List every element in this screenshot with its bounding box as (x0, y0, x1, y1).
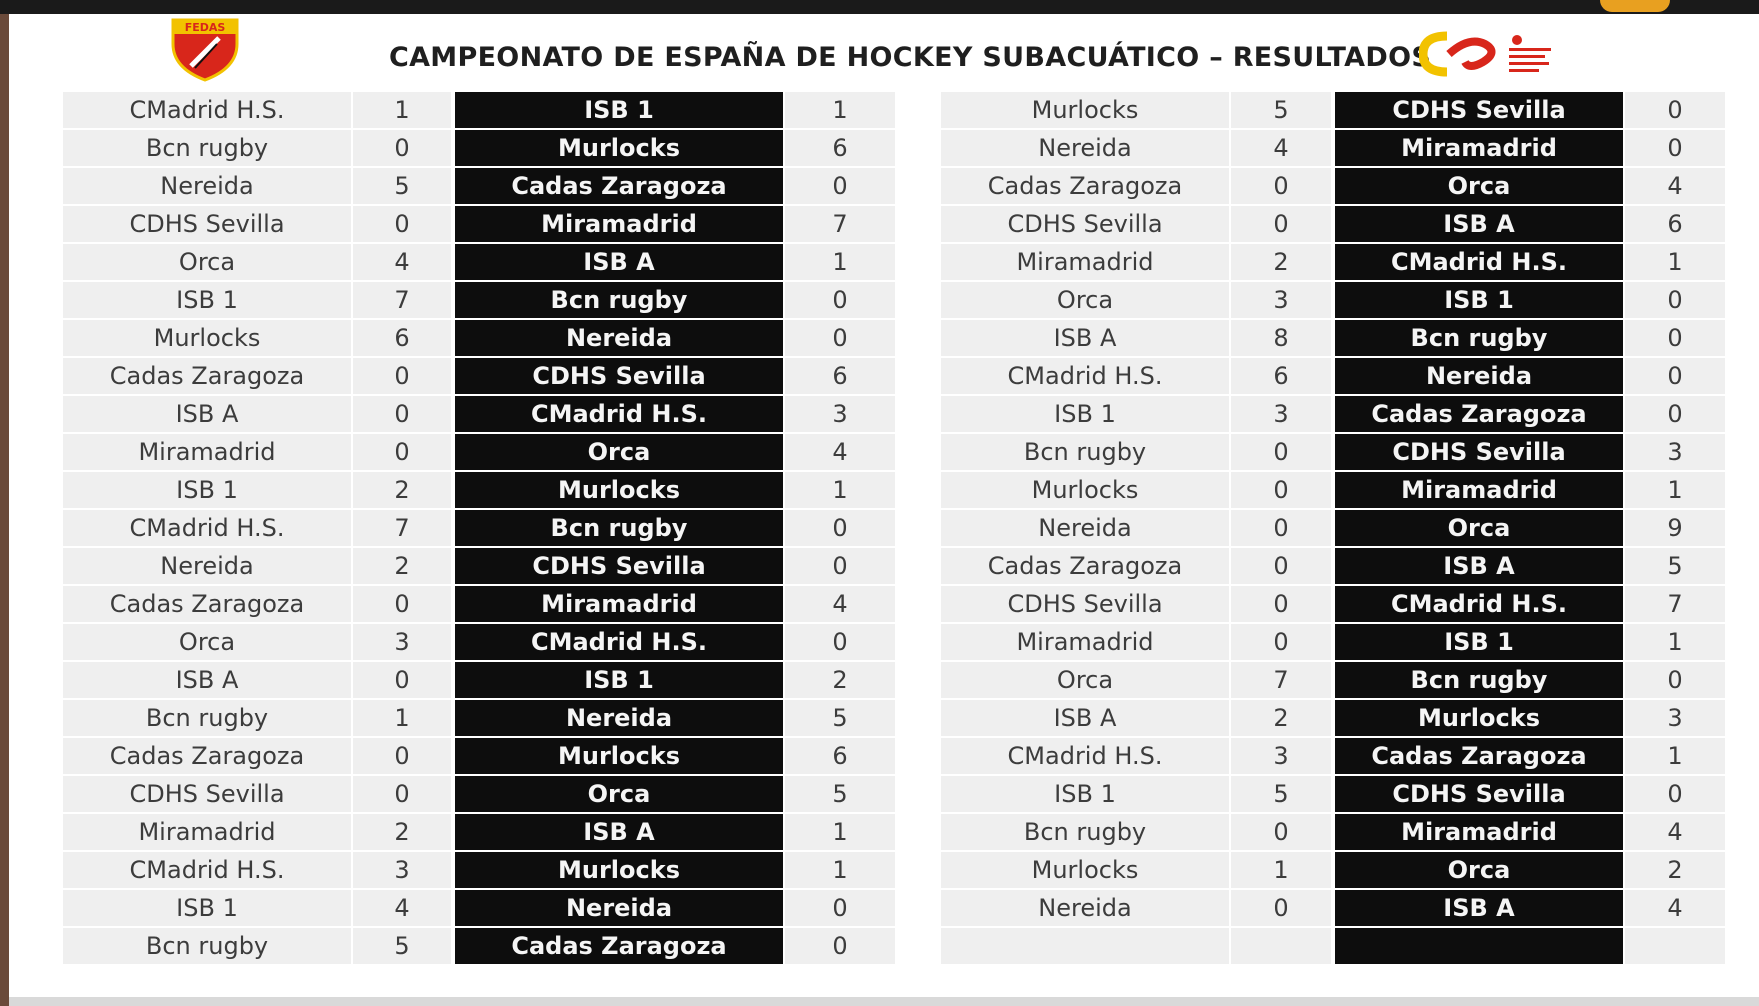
match-row (63, 168, 895, 206)
results-slide (9, 14, 1759, 997)
match-row (63, 776, 895, 814)
home-team: Cadas Zaragoza (63, 358, 351, 394)
home-score: 0 (1231, 168, 1331, 204)
away-team: Cadas Zaragoza (455, 168, 783, 204)
away-team: Bcn rugby (455, 282, 783, 318)
match-row (63, 662, 895, 700)
away-score: 5 (785, 776, 895, 812)
away-score: 0 (785, 890, 895, 926)
home-score: 7 (353, 282, 451, 318)
away-score: 0 (785, 168, 895, 204)
home-score: 0 (1231, 434, 1331, 470)
away-score: 6 (785, 358, 895, 394)
away-score: 3 (1625, 700, 1725, 736)
home-score: 2 (1231, 244, 1331, 280)
away-team: Orca (1335, 510, 1623, 546)
home-team: Bcn rugby (941, 814, 1229, 850)
away-score: 1 (1625, 624, 1725, 660)
away-team: Orca (1335, 852, 1623, 888)
away-team: ISB A (1335, 548, 1623, 584)
home-team: Nereida (941, 510, 1229, 546)
home-team: Murlocks (941, 472, 1229, 508)
home-team: CMadrid H.S. (941, 358, 1229, 394)
home-team: Orca (941, 662, 1229, 698)
home-score: 0 (1231, 890, 1331, 926)
match-row (941, 206, 1725, 244)
home-team: Nereida (63, 548, 351, 584)
away-team: CMadrid H.S. (1335, 586, 1623, 622)
home-score: 1 (1231, 852, 1331, 888)
home-score: 3 (353, 852, 451, 888)
away-team: Murlocks (455, 472, 783, 508)
away-team: ISB A (1335, 206, 1623, 242)
match-row (941, 510, 1725, 548)
away-team: Bcn rugby (1335, 320, 1623, 356)
home-team: CDHS Sevilla (941, 586, 1229, 622)
away-team: Murlocks (455, 738, 783, 774)
away-team: Miramadrid (1335, 130, 1623, 166)
home-score: 4 (353, 890, 451, 926)
away-score: 5 (1625, 548, 1725, 584)
home-team: Orca (941, 282, 1229, 318)
home-score: 7 (1231, 662, 1331, 698)
home-score (1231, 928, 1331, 964)
match-row (941, 472, 1725, 510)
home-score: 0 (353, 776, 451, 812)
away-team: CDHS Sevilla (1335, 776, 1623, 812)
home-team: ISB A (63, 396, 351, 432)
match-row (63, 358, 895, 396)
away-team: CDHS Sevilla (1335, 92, 1623, 128)
home-score: 4 (353, 244, 451, 280)
home-team: CDHS Sevilla (941, 206, 1229, 242)
away-team: Murlocks (1335, 700, 1623, 736)
home-team: Murlocks (941, 852, 1229, 888)
away-score: 0 (785, 320, 895, 356)
match-row (63, 510, 895, 548)
away-team: Nereida (1335, 358, 1623, 394)
match-row (941, 434, 1725, 472)
away-team: Cadas Zaragoza (1335, 738, 1623, 774)
match-row (63, 282, 895, 320)
away-score: 0 (785, 282, 895, 318)
away-score: 1 (785, 92, 895, 128)
home-score: 3 (1231, 282, 1331, 318)
results-table-right (941, 92, 1725, 966)
home-score: 7 (353, 510, 451, 546)
away-score: 5 (785, 700, 895, 736)
away-score: 1 (785, 244, 895, 280)
away-score: 4 (1625, 814, 1725, 850)
away-score: 0 (1625, 662, 1725, 698)
home-score: 2 (353, 548, 451, 584)
away-score: 1 (785, 814, 895, 850)
match-row (941, 282, 1725, 320)
away-team: Nereida (455, 700, 783, 736)
away-score: 9 (1625, 510, 1725, 546)
home-score: 4 (1231, 130, 1331, 166)
home-team: Cadas Zaragoza (941, 168, 1229, 204)
away-score: 0 (1625, 396, 1725, 432)
match-row (941, 548, 1725, 586)
match-row (941, 776, 1725, 814)
away-team: ISB A (455, 814, 783, 850)
match-row (63, 206, 895, 244)
away-score: 6 (1625, 206, 1725, 242)
bottom-strip (9, 997, 1759, 1006)
home-team: Nereida (941, 890, 1229, 926)
match-row (63, 852, 895, 890)
away-team: Bcn rugby (455, 510, 783, 546)
away-score: 6 (785, 738, 895, 774)
home-score: 0 (1231, 814, 1331, 850)
match-row (941, 814, 1725, 852)
away-score: 0 (1625, 776, 1725, 812)
away-team: Miramadrid (1335, 814, 1623, 850)
home-score: 0 (1231, 472, 1331, 508)
match-row (941, 586, 1725, 624)
home-score: 5 (353, 168, 451, 204)
away-score: 0 (1625, 130, 1725, 166)
home-team: ISB 1 (941, 396, 1229, 432)
home-team: CMadrid H.S. (63, 852, 351, 888)
home-score: 0 (353, 738, 451, 774)
home-score: 5 (353, 928, 451, 964)
home-score: 0 (353, 662, 451, 698)
away-score: 7 (1625, 586, 1725, 622)
home-team: CMadrid H.S. (941, 738, 1229, 774)
home-score: 6 (1231, 358, 1331, 394)
home-score: 3 (353, 624, 451, 660)
results-table-left (63, 92, 895, 966)
away-team: Orca (455, 776, 783, 812)
home-team: ISB 1 (63, 472, 351, 508)
home-team: ISB A (941, 320, 1229, 356)
match-row (63, 396, 895, 434)
away-score: 1 (1625, 244, 1725, 280)
away-score: 1 (1625, 738, 1725, 774)
match-row (941, 244, 1725, 282)
match-row (941, 738, 1725, 776)
away-team: Orca (1335, 168, 1623, 204)
away-score: 2 (1625, 852, 1725, 888)
home-team (941, 928, 1229, 964)
match-row (941, 396, 1725, 434)
away-team: Murlocks (455, 130, 783, 166)
match-row (63, 434, 895, 472)
away-score: 4 (785, 434, 895, 470)
home-score: 2 (1231, 700, 1331, 736)
home-team: CDHS Sevilla (63, 776, 351, 812)
away-team: Miramadrid (1335, 472, 1623, 508)
match-row (941, 890, 1725, 928)
home-score: 6 (353, 320, 451, 356)
home-score: 1 (353, 700, 451, 736)
window-corner-decoration (1600, 0, 1670, 12)
away-score: 4 (785, 586, 895, 622)
home-score: 0 (1231, 510, 1331, 546)
match-row (63, 890, 895, 928)
match-row (63, 928, 895, 966)
home-team: Cadas Zaragoza (941, 548, 1229, 584)
home-team: ISB A (63, 662, 351, 698)
home-score: 0 (1231, 624, 1331, 660)
match-row (63, 738, 895, 776)
away-team: Murlocks (455, 852, 783, 888)
away-team: ISB 1 (1335, 282, 1623, 318)
away-score: 0 (785, 624, 895, 660)
match-row (63, 92, 895, 130)
away-team: CMadrid H.S. (1335, 244, 1623, 280)
away-score: 4 (1625, 168, 1725, 204)
match-row (941, 928, 1725, 966)
home-team: ISB 1 (941, 776, 1229, 812)
fedas-shield-logo-icon (169, 18, 241, 82)
away-team: Miramadrid (455, 586, 783, 622)
home-team: ISB 1 (63, 890, 351, 926)
match-row (63, 700, 895, 738)
away-score: 1 (785, 852, 895, 888)
away-team: ISB 1 (1335, 624, 1623, 660)
home-score: 0 (353, 358, 451, 394)
home-team: Nereida (63, 168, 351, 204)
match-row (63, 624, 895, 662)
home-team: ISB A (941, 700, 1229, 736)
home-score: 0 (1231, 206, 1331, 242)
match-row (941, 624, 1725, 662)
away-score: 0 (785, 548, 895, 584)
away-team: ISB A (1335, 890, 1623, 926)
home-team: CMadrid H.S. (63, 510, 351, 546)
match-row (941, 662, 1725, 700)
away-score: 1 (785, 472, 895, 508)
away-score: 0 (785, 510, 895, 546)
match-row (63, 320, 895, 358)
match-row (63, 548, 895, 586)
away-score: 2 (785, 662, 895, 698)
match-row (941, 320, 1725, 358)
away-team: CMadrid H.S. (455, 624, 783, 660)
home-team: Murlocks (63, 320, 351, 356)
home-score: 5 (1231, 92, 1331, 128)
match-row (63, 130, 895, 168)
left-edge-strip (0, 14, 9, 1006)
match-row (941, 92, 1725, 130)
home-team: Miramadrid (941, 624, 1229, 660)
home-score: 1 (353, 92, 451, 128)
match-row (63, 244, 895, 282)
home-team: Miramadrid (63, 434, 351, 470)
away-team: Miramadrid (455, 206, 783, 242)
away-score: 6 (785, 130, 895, 166)
away-team: Cadas Zaragoza (1335, 396, 1623, 432)
match-row (941, 168, 1725, 206)
home-team: Bcn rugby (63, 928, 351, 964)
away-score: 0 (785, 928, 895, 964)
home-team: Orca (63, 624, 351, 660)
match-row (63, 586, 895, 624)
away-score: 0 (1625, 358, 1725, 394)
home-score: 5 (1231, 776, 1331, 812)
home-score: 0 (353, 434, 451, 470)
home-score: 0 (353, 586, 451, 622)
away-score: 0 (1625, 320, 1725, 356)
home-team: CMadrid H.S. (63, 92, 351, 128)
home-team: Miramadrid (63, 814, 351, 850)
home-score: 2 (353, 814, 451, 850)
away-score: 3 (1625, 434, 1725, 470)
home-score: 8 (1231, 320, 1331, 356)
away-team: CMadrid H.S. (455, 396, 783, 432)
home-team: CDHS Sevilla (63, 206, 351, 242)
away-team: Cadas Zaragoza (455, 928, 783, 964)
away-team: Bcn rugby (1335, 662, 1623, 698)
home-team: Bcn rugby (941, 434, 1229, 470)
away-team: ISB 1 (455, 662, 783, 698)
match-row (941, 130, 1725, 168)
away-team: CDHS Sevilla (455, 548, 783, 584)
away-score: 0 (1625, 92, 1725, 128)
home-score: 0 (1231, 586, 1331, 622)
page-title: CAMPEONATO DE ESPAÑA DE HOCKEY SUBACUÁTICO – RESULTADOS (389, 42, 1432, 73)
home-team: Bcn rugby (63, 130, 351, 166)
away-team: CDHS Sevilla (455, 358, 783, 394)
home-team: Miramadrid (941, 244, 1229, 280)
fedas-logo-text: FEDAS (184, 21, 226, 34)
match-row (63, 814, 895, 852)
home-score: 2 (353, 472, 451, 508)
away-team: Nereida (455, 320, 783, 356)
away-score: 4 (1625, 890, 1725, 926)
home-team: Cadas Zaragoza (63, 586, 351, 622)
home-team: Orca (63, 244, 351, 280)
away-team: ISB A (455, 244, 783, 280)
away-team (1335, 928, 1623, 964)
home-score: 0 (353, 206, 451, 242)
match-row (941, 358, 1725, 396)
away-score: 3 (785, 396, 895, 432)
home-team: ISB 1 (63, 282, 351, 318)
away-score: 1 (1625, 472, 1725, 508)
home-score: 0 (1231, 548, 1331, 584)
home-team: Nereida (941, 130, 1229, 166)
home-team: Bcn rugby (63, 700, 351, 736)
home-team: Cadas Zaragoza (63, 738, 351, 774)
away-score: 7 (785, 206, 895, 242)
away-team: CDHS Sevilla (1335, 434, 1623, 470)
top-bar (0, 0, 1759, 14)
away-score (1625, 928, 1725, 964)
match-row (63, 472, 895, 510)
csd-logo-icon (1419, 26, 1579, 82)
match-row (941, 852, 1725, 890)
home-score: 3 (1231, 738, 1331, 774)
away-team: ISB 1 (455, 92, 783, 128)
home-score: 3 (1231, 396, 1331, 432)
home-score: 0 (353, 130, 451, 166)
away-team: Nereida (455, 890, 783, 926)
away-score: 0 (1625, 282, 1725, 318)
home-team: Murlocks (941, 92, 1229, 128)
away-team: Orca (455, 434, 783, 470)
home-score: 0 (353, 396, 451, 432)
match-row (941, 700, 1725, 738)
